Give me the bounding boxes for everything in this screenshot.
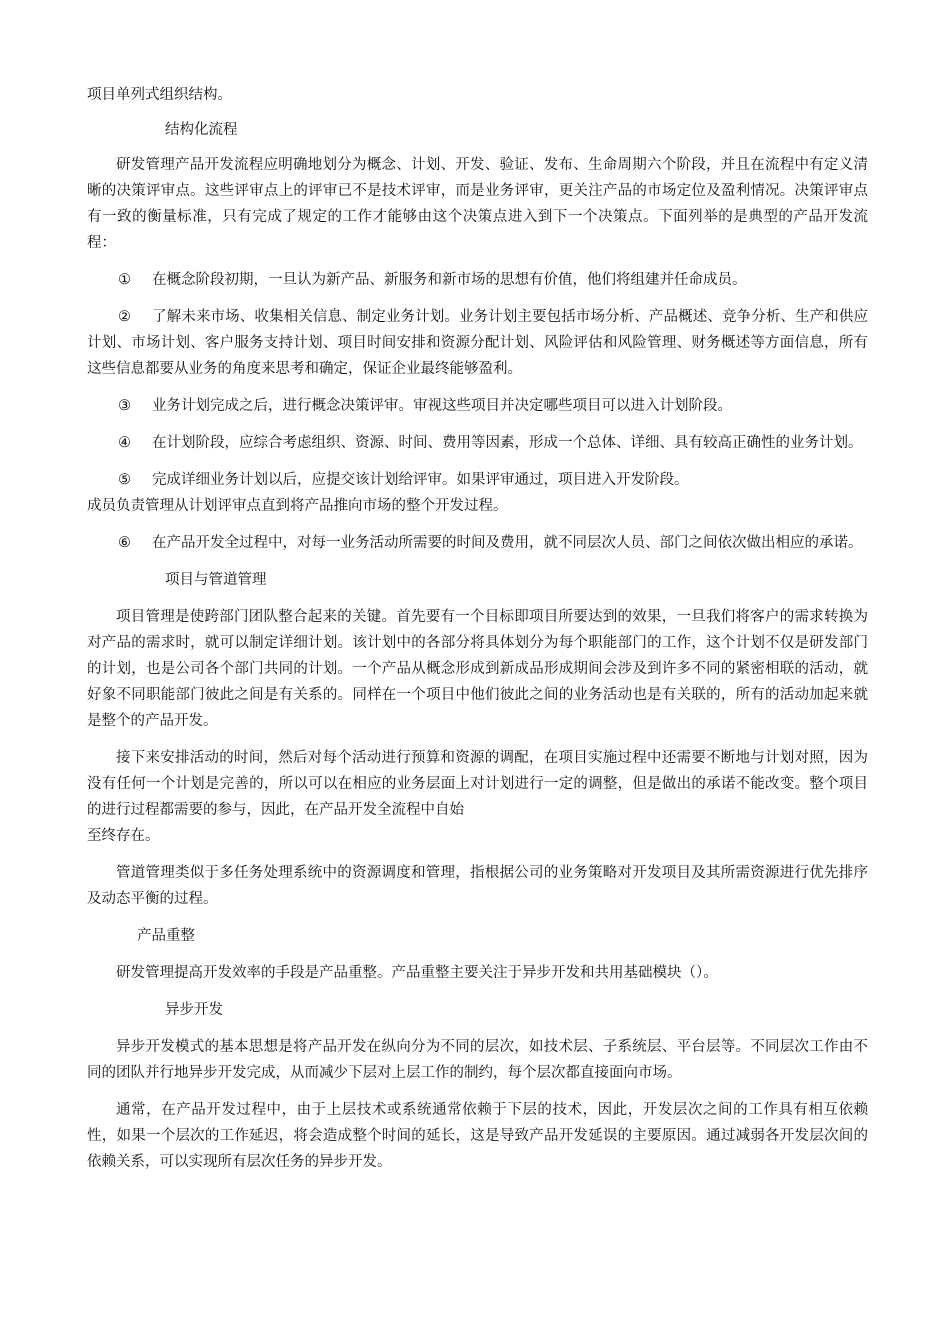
paragraph: 管道管理类似于多任务处理系统中的资源调度和管理，指根据公司的业务策略对开发项目及其所需资源进行优先排序及动态平衡的过程。 xyxy=(87,865,868,907)
paragraph: 项目管理是使跨部门团队整合起来的关键。首先要有一个目标即项目所要达到的效果，一旦我们将客户的需求转换为对产品的需求时，就可以制定详细计划。该计划中的各部分将具体划分为每个职能部门的工作，这个计划不仅是研发部门的计划，也是公司各个部门共同的计划。一个产品从概念形成到新成品形成期间会涉及到许多不同的紧密相联的活动，就好象不同职能部门彼此之间是有关系的。同样在一个项目中他们彼此之间的业务活动也是有关联的，所有的活动加起来就是整个的产品开发。 xyxy=(87,609,868,729)
section-heading-project-pipeline: 项目与管道管理 xyxy=(165,572,267,588)
list-text: 在产品开发全过程中，对每一业务活动所需要的时间及费用，就不同层次人员、部门之间依次做出相应的承诺。 xyxy=(152,535,863,551)
list-item xyxy=(87,467,868,493)
paragraph: 异步开发模式的基本思想是将产品开发在纵向分为不同的层次，如技术层、子系统层、平台层等。不同层次工作由不同的团队并行地异步开发完成，从而减少下层对上层工作的制约，每个层次都直接面向市场。 xyxy=(87,1039,868,1081)
list-item xyxy=(87,430,868,456)
list-text: 了解未来市场、收集相关信息、制定业务计划。业务计划主要包括市场分析、产品概述、竞争分析、生产和供应计划、市场计划、客户服务支持计划、项目时间安排和资源分配计划、风险评估和风险管理、财务概述等方面信息，所有这些信息都要从业务的角度来思考和确定，保证企业最终能够盈利。 xyxy=(87,309,868,377)
section-heading-product-restructure: 产品重整 xyxy=(137,928,195,944)
list-text: 完成详细业务计划以后，应提交该计划给评审。如果评审通过，项目进入开发阶段。 xyxy=(152,472,689,488)
section-heading-async-dev: 异步开发 xyxy=(165,1002,223,1018)
list-continuation: 成员负责管理从计划评审点直到将产品推向市场的整个开发过程。 xyxy=(87,498,508,514)
list-number: ④ xyxy=(118,435,131,451)
paragraph: 研发管理提高开发效率的手段是产品重整。产品重整主要关注于异步开发和共用基础模块（）。 xyxy=(116,965,718,981)
list-text: 在概念阶段初期，一旦认为新产品、新服务和新市场的思想有价值，他们将组建并任命成员。 xyxy=(152,272,747,288)
list-item xyxy=(87,304,868,382)
paragraph-continuation: 至终存在。 xyxy=(87,828,160,844)
list-item xyxy=(87,267,868,293)
document-page xyxy=(87,82,868,1175)
list-item xyxy=(87,393,868,419)
paragraph: 通常，在产品开发过程中，由于上层技术或系统通常依赖于下层的技术，因此，开发层次之间的工作具有相互依赖性，如果一个层次的工作延迟，将会造成整个时间的延长，这是导致产品开发延误的主要原因。通过减弱各开发层次间的依赖关系，可以实现所有层次任务的异步开发。 xyxy=(87,1102,868,1170)
list-number: ③ xyxy=(118,398,131,414)
list-number: ⑥ xyxy=(118,535,131,551)
list-item xyxy=(87,530,868,556)
section-heading-structured-process: 结构化流程 xyxy=(165,122,238,138)
opening-line: 项目单列式组织结构。 xyxy=(87,87,232,103)
list-number: ② xyxy=(118,309,131,325)
list-text: 在计划阶段，应综合考虑组织、资源、时间、费用等因素，形成一个总体、详细、具有较高正确性的业务计划。 xyxy=(152,435,863,451)
list-number: ⑤ xyxy=(118,472,131,488)
list-text: 业务计划完成之后，进行概念决策评审。审视这些项目并决定哪些项目可以进入计划阶段。 xyxy=(152,398,732,414)
paragraph: 研发管理产品开发流程应明确地划分为概念、计划、开发、验证、发布、生命周期六个阶段，并且在流程中有定义清晰的决策评审点。这些评审点上的评审已不是技术评审，而是业务评审，更关注产品的市场定位及盈利情况。决策评审点有一致的衡量标准，只有完成了规定的工作才能够由这个决策点进入到下一个决策点。下面列举的是典型的产品开发流程： xyxy=(87,157,868,251)
list-number: ① xyxy=(118,272,131,288)
paragraph: 接下来安排活动的时间，然后对每个活动进行预算和资源的调配，在项目实施过程中还需要不断地与计划对照，因为没有任何一个计划是完善的，所以可以在相应的业务层面上对计划进行一定的调整，但是做出的承诺不能改变。整个项目的进行过程都需要的参与，因此，在产品开发全流程中自始 xyxy=(87,750,868,818)
